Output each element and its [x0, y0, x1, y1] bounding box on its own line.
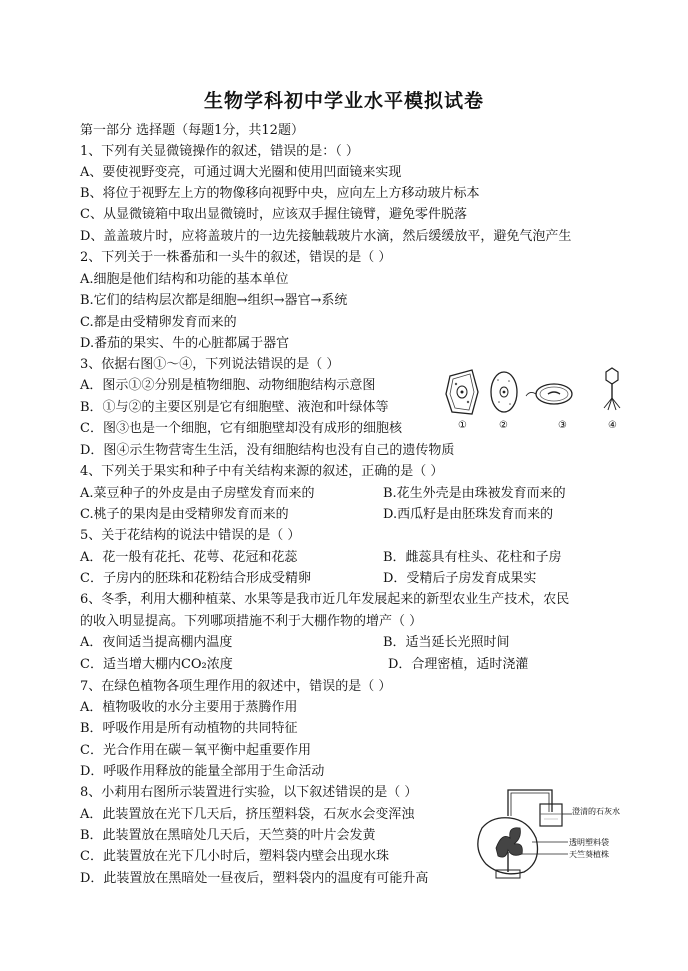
- plant-cell-illustration: [446, 370, 478, 414]
- question-1-option-a: A、要使视野变亮，可通过调大光圈和使用凹面镜来实现: [80, 165, 402, 180]
- question-3-option-b: B．①与②的主要区别是它有细胞壁、液泡和叶绿体等: [80, 400, 389, 415]
- question-5-stem: 5、关于花结构的说法中错误的是（ ）: [80, 528, 301, 543]
- question-2-stem: 2、下列关于一株番茄和一头牛的叙述，错误的是（ ）: [80, 250, 392, 265]
- page-title: 生物学科初中学业水平模拟试卷: [203, 90, 484, 112]
- label-plastic-bag: 透明塑料袋: [569, 838, 609, 847]
- question-4-stem: 4、下列关于果实和种子中有关结构来源的叙述，正确的是（ ）: [80, 464, 444, 479]
- question-6-option-a: A．夜间适当提高棚内温度: [80, 635, 233, 650]
- question-7-option-a: A．植物吸收的水分主要用于蒸腾作用: [80, 700, 298, 715]
- question-4-option-b: B.花生外壳是由珠被发育而来的: [383, 486, 566, 501]
- question-2-option-c: C.都是由受精卵发育而来的: [80, 315, 237, 330]
- question-1-option-d: D、盖盖玻片时，应将盖玻片的一边先接触载玻片水滴，然后缓缓放平，避免气泡产生: [80, 229, 572, 244]
- bacterium-illustration: [526, 384, 572, 404]
- question-8-stem: 8、小莉用右图所示装置进行实验，以下叙述错误的是（ ）: [80, 785, 418, 800]
- question-5-option-b: B．雌蕊具有柱头、花柱和子房: [383, 550, 562, 565]
- question-4-option-c: C.桃子的果肉是由受精卵发育而来的: [80, 507, 289, 522]
- section-heading: 第一部分 选择题（每题1分，共12题）: [80, 123, 304, 138]
- question-7-option-c: C．光合作用在碳－氧平衡中起重要作用: [80, 743, 311, 758]
- question-7-stem: 7、在绿色植物各项生理作用的叙述中，错误的是（ ）: [80, 679, 392, 694]
- figure-label-2: ②: [499, 420, 508, 431]
- question-1-option-c: C、从显微镜箱中取出显微镜时，应该双手握住镜臂，避免零件脱落: [80, 207, 467, 222]
- question-2-option-a: A.细胞是他们结构和功能的基本单位: [80, 272, 289, 287]
- question-6-option-c: C．适当增大棚内CO₂浓度: [80, 657, 233, 672]
- figure-label-4: ④: [608, 420, 617, 431]
- question-5-option-d: D．受精后子房发育成果实: [383, 571, 537, 586]
- figure-label-1: ①: [458, 420, 467, 431]
- animal-cell-illustration: [491, 372, 517, 412]
- question-8-option-d: D．此装置放在黑暗处一昼夜后，塑料袋内的温度有可能升高: [80, 871, 429, 886]
- question-1-option-b: B、将位于视野左上方的物像移向视野中央，应向左上方移动玻片标本: [80, 186, 480, 201]
- question-3-option-c: C．图③也是一个细胞，它有细胞壁却没有成形的细胞核: [80, 421, 402, 436]
- question-4-option-a: A.菜豆种子的外皮是由子房壁发育而来的: [80, 486, 315, 501]
- label-geranium-plant: 天竺葵植株: [569, 850, 609, 859]
- figure-label-3: ③: [558, 420, 567, 431]
- question-6-stem-line-2: 的收入明显提高。下列哪项措施不利于大棚作物的增产（ ）: [80, 614, 423, 629]
- question-5-option-c: C．子房内的胚珠和花粉结合形成受精卵: [80, 571, 311, 586]
- question-1-stem: 1、下列有关显微镜操作的叙述，错误的是：（ ）: [80, 144, 359, 159]
- question-3-option-a: A．图示①②分别是植物细胞、动物细胞结构示意图: [80, 378, 376, 393]
- question-6-option-d: D．合理密植，适时浇灌: [388, 657, 529, 672]
- question-6-stem-line-1: 6、冬季，利用大棚种植菜、水果等是我市近几年发展起来的新型农业生产技术，农民: [80, 592, 570, 607]
- question-3-option-d: D．图④示生物营寄生生活，没有细胞结构也没有自己的遗传物质: [80, 443, 455, 458]
- question-6-option-b: B．适当延长光照时间: [383, 635, 510, 650]
- question-3-stem: 3、依据右图①～④，下列说法错误的是（ ）: [80, 357, 340, 372]
- question-2-option-b: B.它们的结构层次都是细胞→组织→器官→系统: [80, 293, 348, 308]
- question-8-option-c: C．此装置放在光下几小时后，塑料袋内壁会出现水珠: [80, 849, 389, 864]
- question-8-option-a: A．此装置放在光下几天后，挤压塑料袋，石灰水会变浑浊: [80, 807, 415, 822]
- question-8-option-b: B．此装置放在黑暗处几天后，天竺葵的叶片会发黄: [80, 828, 376, 843]
- question-4-option-d: D.西瓜籽是由胚珠发育而来的: [383, 507, 554, 522]
- virus-illustration: [604, 368, 620, 410]
- question-7-option-b: B．呼吸作用是所有动植物的共同特征: [80, 721, 298, 736]
- question-5-option-a: A．花一般有花托、花萼、花冠和花蕊: [80, 550, 298, 565]
- label-limewater: 澄清的石灰水: [572, 807, 620, 816]
- question-7-option-d: D．呼吸作用释放的能量全部用于生命活动: [80, 764, 325, 779]
- experiment-apparatus-figure: [468, 782, 632, 882]
- cell-diagram-figure: [442, 364, 632, 434]
- question-2-option-d: D.番茄的果实、牛的心脏都属于器官: [80, 336, 290, 351]
